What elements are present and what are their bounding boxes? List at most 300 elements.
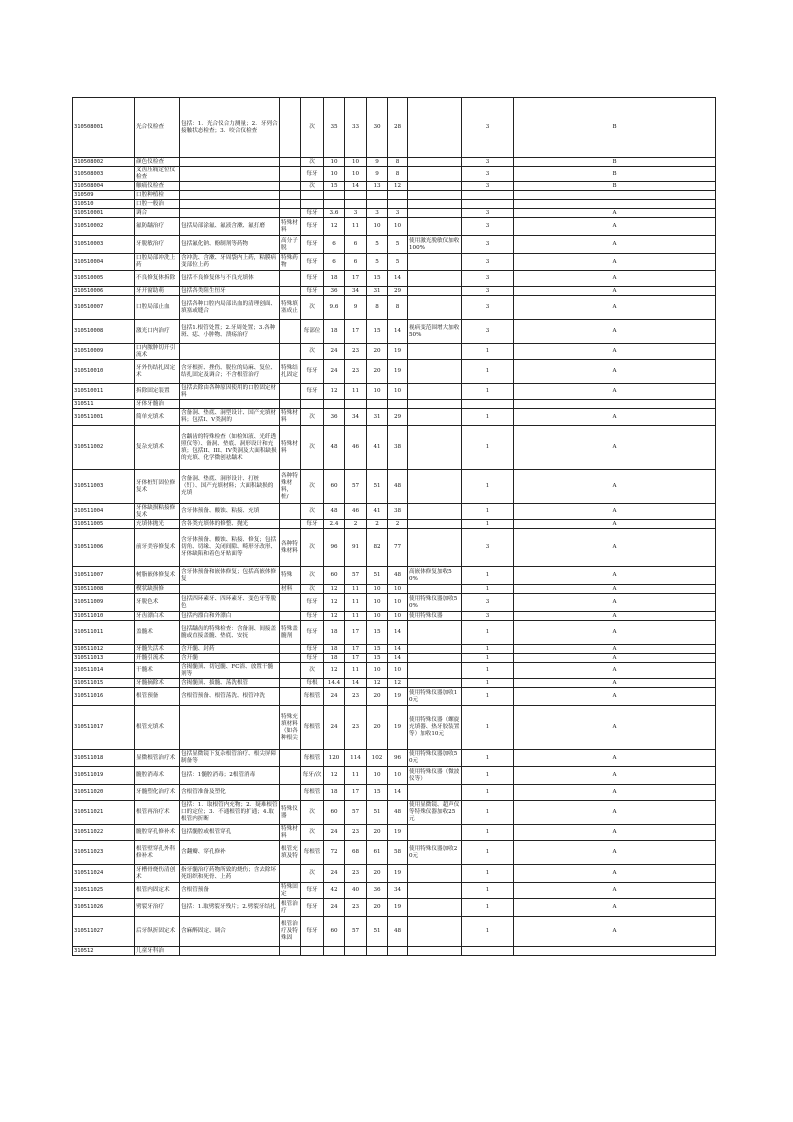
fee-schedule-table	[72, 97, 716, 956]
cell-p3: 15	[367, 785, 388, 801]
cell-p4: 19	[388, 344, 408, 360]
cell-p4: 29	[388, 287, 408, 296]
cell-p3: 8	[367, 296, 388, 320]
cell-p1: 18	[324, 654, 345, 663]
cell-pay: A	[514, 236, 716, 254]
cell-code: 310512	[73, 947, 135, 956]
cell-content: 含根管预备	[180, 883, 280, 899]
cell-note	[408, 218, 462, 236]
cell-content: 包括1.根管处置；2.牙周处置；3.各种斑、痣、小肿物、溃疡治疗	[180, 320, 280, 344]
cell-name: 前牙美容修复术	[135, 529, 180, 567]
cell-pay: A	[514, 612, 716, 621]
table-row	[73, 567, 716, 585]
cell-p1: 60	[324, 567, 345, 585]
cell-code: 310511025	[73, 883, 135, 899]
cell-unit: 次	[301, 865, 324, 883]
cell-content: 包括局部涂氟、氟液含漱、氟打磨	[180, 218, 280, 236]
cell-unit	[301, 191, 324, 200]
table-row	[73, 426, 716, 470]
cell-excl	[280, 182, 301, 191]
cell-p4: 8	[388, 167, 408, 182]
cell-note	[408, 899, 462, 917]
cell-cls: 1	[462, 917, 514, 947]
cell-unit: 次	[301, 409, 324, 426]
cell-p4: 96	[388, 750, 408, 767]
cell-p4	[388, 400, 408, 409]
cell-pay: A	[514, 287, 716, 296]
cell-excl: 各种特殊材料	[280, 529, 301, 567]
cell-p1: 10	[324, 158, 345, 167]
cell-p2: 46	[345, 426, 367, 470]
cell-content: 包括内漂白和外漂白	[180, 612, 280, 621]
cell-code: 310511008	[73, 585, 135, 594]
cell-cls: 1	[462, 344, 514, 360]
cell-pay: A	[514, 841, 716, 865]
cell-cls: 1	[462, 663, 514, 679]
cell-pay: A	[514, 209, 716, 218]
cell-note	[408, 98, 462, 158]
cell-excl	[280, 504, 301, 520]
cell-note: 使用特殊仪器（微波仪等）	[408, 767, 462, 785]
cell-cls: 1	[462, 470, 514, 504]
cell-p2: 17	[345, 645, 367, 654]
cell-p1: 48	[324, 426, 345, 470]
cell-p2: 23	[345, 360, 367, 384]
cell-p4: 10	[388, 767, 408, 785]
cell-name: 颜色仪检查	[135, 158, 180, 167]
cell-content: 包括氟化钠、酚制剂等药物	[180, 236, 280, 254]
cell-content: 含麻醉固定、调合	[180, 917, 280, 947]
cell-note	[408, 271, 462, 287]
cell-p2: 57	[345, 801, 367, 825]
cell-code: 310511021	[73, 801, 135, 825]
cell-unit: 次	[301, 529, 324, 567]
cell-note	[408, 947, 462, 956]
cell-code: 310511020	[73, 785, 135, 801]
cell-code: 310511001	[73, 409, 135, 426]
cell-p1: 18	[324, 645, 345, 654]
cell-content: 包括各种口腔内局部出血的清理创面、填塞或缝合	[180, 296, 280, 320]
cell-unit: 每根管	[301, 706, 324, 750]
cell-name: 显微根管治疗术	[135, 750, 180, 767]
cell-code: 310510007	[73, 296, 135, 320]
cell-name: 牙齿漂白术	[135, 612, 180, 621]
cell-p3: 9	[367, 167, 388, 182]
cell-code: 310510010	[73, 360, 135, 384]
cell-note	[408, 470, 462, 504]
cell-p1: 2.4	[324, 520, 345, 529]
cell-p3: 10	[367, 767, 388, 785]
cell-p1: 6	[324, 236, 345, 254]
cell-pay: A	[514, 917, 716, 947]
table-row	[73, 785, 716, 801]
cell-excl: 特殊盖髓剂	[280, 621, 301, 645]
cell-excl	[280, 688, 301, 706]
cell-name: 开髓引流术	[135, 654, 180, 663]
cell-code: 310510003	[73, 236, 135, 254]
cell-pay: B	[514, 98, 716, 158]
cell-name: 复杂充填术	[135, 426, 180, 470]
cell-note	[408, 865, 462, 883]
cell-cls	[462, 947, 514, 956]
cell-content: 包括：1髓腔消毒；2根管消毒	[180, 767, 280, 785]
cell-excl	[280, 612, 301, 621]
cell-pay: A	[514, 899, 716, 917]
cell-unit: 每牙	[301, 621, 324, 645]
cell-p2: 11	[345, 663, 367, 679]
cell-p1: 24	[324, 899, 345, 917]
cell-p2: 11	[345, 384, 367, 400]
cell-note: 使用特殊仪器加收20元	[408, 841, 462, 865]
table-row	[73, 767, 716, 785]
cell-cls	[462, 200, 514, 209]
cell-p3: 9	[367, 158, 388, 167]
cell-unit: 每牙	[301, 167, 324, 182]
table-row	[73, 688, 716, 706]
cell-content: 含揭髓顶、拔髓、荡洗根管	[180, 679, 280, 688]
cell-p1: 18	[324, 785, 345, 801]
cell-p2	[345, 191, 367, 200]
cell-excl	[280, 200, 301, 209]
cell-unit: 每牙	[301, 236, 324, 254]
cell-pay	[514, 200, 716, 209]
cell-p3: 20	[367, 360, 388, 384]
cell-name: 根管内固定术	[135, 883, 180, 899]
cell-code: 310511011	[73, 621, 135, 645]
cell-p3: 51	[367, 567, 388, 585]
cell-unit: 每牙	[301, 594, 324, 612]
cell-unit: 每牙	[301, 360, 324, 384]
table-row	[73, 645, 716, 654]
cell-excl: 根管充填及特	[280, 841, 301, 865]
cell-pay: A	[514, 567, 716, 585]
cell-p4: 5	[388, 254, 408, 271]
cell-note	[408, 645, 462, 654]
cell-p1: 14.4	[324, 679, 345, 688]
cell-p1: 24	[324, 360, 345, 384]
cell-name: 牙开窗助萌	[135, 287, 180, 296]
cell-pay: B	[514, 167, 716, 182]
cell-pay: A	[514, 654, 716, 663]
cell-content: 含龋齿的特殊检查（如检知液、光纤透照仪等）、备洞、垫底、洞形设计和充填；包括II、III、IV类洞及大面积缺损的充填、化学微创祛龋术	[180, 426, 280, 470]
cell-content	[180, 167, 280, 182]
cell-p1: 18	[324, 271, 345, 287]
cell-content: 含根管准备及塑化	[180, 785, 280, 801]
table-row	[73, 218, 716, 236]
cell-pay: A	[514, 594, 716, 612]
cell-p3: 51	[367, 470, 388, 504]
price-table	[72, 97, 715, 956]
cell-excl	[280, 594, 301, 612]
cell-p3: 20	[367, 899, 388, 917]
cell-p2: 3	[345, 209, 367, 218]
table-row	[73, 158, 716, 167]
cell-excl: 特殊	[280, 567, 301, 585]
cell-p1: 12	[324, 767, 345, 785]
cell-p1: 18	[324, 320, 345, 344]
cell-cls: 3	[462, 236, 514, 254]
cell-p1	[324, 191, 345, 200]
table-row	[73, 679, 716, 688]
cell-excl	[280, 645, 301, 654]
cell-p1: 24	[324, 688, 345, 706]
cell-p2: 14	[345, 182, 367, 191]
cell-name: 牙槽骨烧伤清创术	[135, 865, 180, 883]
table-row	[73, 520, 716, 529]
cell-p2	[345, 200, 367, 209]
cell-pay: A	[514, 750, 716, 767]
cell-pay	[514, 400, 716, 409]
cell-pay: A	[514, 785, 716, 801]
cell-p1: 12	[324, 594, 345, 612]
cell-p3: 41	[367, 426, 388, 470]
cell-content: 包括：1．光合仪合力测量；2．牙列合接触状态检查；3．咬合仪检查	[180, 98, 280, 158]
cell-pay: A	[514, 409, 716, 426]
cell-cls: 1	[462, 841, 514, 865]
cell-code: 310511013	[73, 654, 135, 663]
cell-p1: 12	[324, 384, 345, 400]
cell-pay: A	[514, 426, 716, 470]
cell-p3: 82	[367, 529, 388, 567]
table-row	[73, 621, 716, 645]
cell-unit	[301, 400, 324, 409]
table-row	[73, 801, 716, 825]
cell-pay: A	[514, 254, 716, 271]
table-row	[73, 400, 716, 409]
cell-code: 310510005	[73, 271, 135, 287]
cell-p3: 10	[367, 218, 388, 236]
cell-note: 使用特殊仪器加收10元	[408, 688, 462, 706]
cell-code: 310510	[73, 200, 135, 209]
cell-p4: 38	[388, 504, 408, 520]
cell-p3	[367, 947, 388, 956]
cell-name: 牙脱色术	[135, 594, 180, 612]
cell-p1: 12	[324, 218, 345, 236]
cell-unit: 每牙	[301, 254, 324, 271]
table-row	[73, 98, 716, 158]
cell-p4	[388, 200, 408, 209]
table-row	[73, 594, 716, 612]
cell-p4: 12	[388, 679, 408, 688]
cell-p1: 6	[324, 254, 345, 271]
cell-code: 310509	[73, 191, 135, 200]
cell-unit: 每根管	[301, 750, 324, 767]
cell-p1: 9.6	[324, 296, 345, 320]
table-row	[73, 191, 716, 200]
table-row	[73, 899, 716, 917]
cell-p2	[345, 947, 367, 956]
cell-p1: 24	[324, 825, 345, 841]
cell-p2: 68	[345, 841, 367, 865]
cell-unit: 次	[301, 296, 324, 320]
cell-cls: 1	[462, 899, 514, 917]
cell-cls: 1	[462, 706, 514, 750]
cell-p1: 12	[324, 612, 345, 621]
cell-unit: 每牙	[301, 218, 324, 236]
cell-pay: A	[514, 767, 716, 785]
cell-name: 不良修复体拆除	[135, 271, 180, 287]
cell-unit: 每牙	[301, 287, 324, 296]
cell-cls: 3	[462, 594, 514, 612]
cell-excl	[280, 400, 301, 409]
cell-excl: 特殊固定	[280, 883, 301, 899]
cell-p4: 10	[388, 218, 408, 236]
cell-note	[408, 883, 462, 899]
cell-p3	[367, 400, 388, 409]
cell-code: 310511018	[73, 750, 135, 767]
cell-cls: 1	[462, 585, 514, 594]
cell-code: 310511004	[73, 504, 135, 520]
cell-code: 310510002	[73, 218, 135, 236]
cell-p3: 13	[367, 182, 388, 191]
cell-note: 使用显微镜、超声仪等特殊仪器加收25元	[408, 801, 462, 825]
cell-content: 含冲洗、含漱、牙周袋内上药，粘膜病变部位上药	[180, 254, 280, 271]
cell-cls: 3	[462, 182, 514, 191]
cell-code: 310511002	[73, 426, 135, 470]
cell-p4: 8	[388, 296, 408, 320]
cell-note	[408, 360, 462, 384]
cell-pay: A	[514, 360, 716, 384]
cell-cls: 3	[462, 209, 514, 218]
cell-p3: 51	[367, 917, 388, 947]
cell-content: 含牙体预备、酸蚀、粘接、修复；包括切角、切缘、关闭间隙、畸形牙改形、牙体缺陷和着色牙贴面等	[180, 529, 280, 567]
cell-cls: 1	[462, 801, 514, 825]
cell-unit: 次	[301, 825, 324, 841]
cell-content	[180, 585, 280, 594]
cell-name: 儿童牙科治	[135, 947, 180, 956]
table-row	[73, 409, 716, 426]
cell-name: 充填体抛光	[135, 520, 180, 529]
cell-name: 口腔一般治	[135, 200, 180, 209]
cell-cls: 1	[462, 409, 514, 426]
cell-excl: 特殊充填材料（如各种根尖	[280, 706, 301, 750]
cell-unit: 次	[301, 182, 324, 191]
cell-name: 牙体牙髓治	[135, 400, 180, 409]
cell-p2: 17	[345, 271, 367, 287]
cell-p3: 10	[367, 384, 388, 400]
cell-cls: 1	[462, 426, 514, 470]
cell-pay: A	[514, 271, 716, 287]
cell-p3: 20	[367, 865, 388, 883]
cell-pay: A	[514, 688, 716, 706]
cell-cls: 1	[462, 785, 514, 801]
cell-code: 310510009	[73, 344, 135, 360]
cell-code: 310510006	[73, 287, 135, 296]
cell-unit: 每根管	[301, 688, 324, 706]
cell-code: 310510011	[73, 384, 135, 400]
cell-unit: 每部位	[301, 320, 324, 344]
cell-content: 含牙体预备、酸蚀、粘接、充填	[180, 504, 280, 520]
cell-excl: 根管治疗及特殊固	[280, 917, 301, 947]
cell-cls: 1	[462, 883, 514, 899]
cell-p3: 15	[367, 645, 388, 654]
cell-p2: 33	[345, 98, 367, 158]
cell-content	[180, 344, 280, 360]
cell-p1: 60	[324, 470, 345, 504]
cell-unit: 每牙	[301, 917, 324, 947]
cell-p3: 3	[367, 209, 388, 218]
cell-pay: A	[514, 865, 716, 883]
cell-pay: A	[514, 384, 716, 400]
cell-p2: 11	[345, 612, 367, 621]
cell-code: 310511022	[73, 825, 135, 841]
cell-code: 310511014	[73, 663, 135, 679]
cell-note	[408, 529, 462, 567]
cell-name: 髓腔穿孔修补术	[135, 825, 180, 841]
cell-content: 包括龋齿的特殊检查：含备洞、间接盖髓或直接盖髓、垫底、安抚	[180, 621, 280, 645]
cell-pay: A	[514, 296, 716, 320]
cell-unit: 次	[301, 567, 324, 585]
cell-p2	[345, 400, 367, 409]
cell-content: 包括去除由各种原因使用的口腔固定材料	[180, 384, 280, 400]
cell-pay	[514, 947, 716, 956]
cell-p3: 31	[367, 409, 388, 426]
cell-note	[408, 400, 462, 409]
cell-p2: 23	[345, 344, 367, 360]
cell-p2: 10	[345, 158, 367, 167]
cell-pay: A	[514, 320, 716, 344]
cell-p1: 36	[324, 409, 345, 426]
cell-p1: 10	[324, 167, 345, 182]
cell-code: 310511023	[73, 841, 135, 865]
cell-unit: 次	[301, 470, 324, 504]
cell-p1: 18	[324, 621, 345, 645]
cell-code: 310511005	[73, 520, 135, 529]
cell-content: 含开髓	[180, 654, 280, 663]
cell-cls: 1	[462, 679, 514, 688]
cell-p1: 15	[324, 182, 345, 191]
cell-code: 310511	[73, 400, 135, 409]
cell-p3: 5	[367, 254, 388, 271]
cell-name: 触痛仪检查	[135, 182, 180, 191]
cell-excl	[280, 191, 301, 200]
cell-unit	[301, 200, 324, 209]
cell-p1: 60	[324, 917, 345, 947]
cell-pay: A	[514, 663, 716, 679]
cell-p1: 12	[324, 663, 345, 679]
cell-p3: 2	[367, 520, 388, 529]
cell-p3: 15	[367, 654, 388, 663]
cell-p4: 10	[388, 612, 408, 621]
cell-p4: 12	[388, 182, 408, 191]
cell-pay: A	[514, 883, 716, 899]
cell-p2: 2	[345, 520, 367, 529]
cell-name: 调合	[135, 209, 180, 218]
cell-name: 树脂嵌体修复术	[135, 567, 180, 585]
table-row	[73, 529, 716, 567]
cell-p2: 91	[345, 529, 367, 567]
cell-content: 含翻瓣、穿孔修补	[180, 841, 280, 865]
table-row	[73, 271, 716, 287]
cell-unit: 次	[301, 585, 324, 594]
cell-content: 含牙根折、挫伤、脱位的局麻、复位、结扎固定及调合；不含根管治疗	[180, 360, 280, 384]
cell-content: 含根管预备、根管荡洗、根管冲洗	[180, 688, 280, 706]
cell-cls: 3	[462, 98, 514, 158]
table-row	[73, 384, 716, 400]
cell-code: 310511015	[73, 679, 135, 688]
cell-name: 牙髓塑化治疗术	[135, 785, 180, 801]
cell-pay: A	[514, 585, 716, 594]
cell-excl: 特殊仪器	[280, 801, 301, 825]
cell-name: 光合仪检查	[135, 98, 180, 158]
cell-name: 髓腔消毒术	[135, 767, 180, 785]
cell-p2: 17	[345, 320, 367, 344]
cell-code: 310508004	[73, 182, 135, 191]
cell-name: 根管再治疗术	[135, 801, 180, 825]
cell-content: 包括：1.取劈裂牙残片；2.劈裂牙结扎	[180, 899, 280, 917]
cell-unit: 次	[301, 504, 324, 520]
cell-p2: 57	[345, 470, 367, 504]
